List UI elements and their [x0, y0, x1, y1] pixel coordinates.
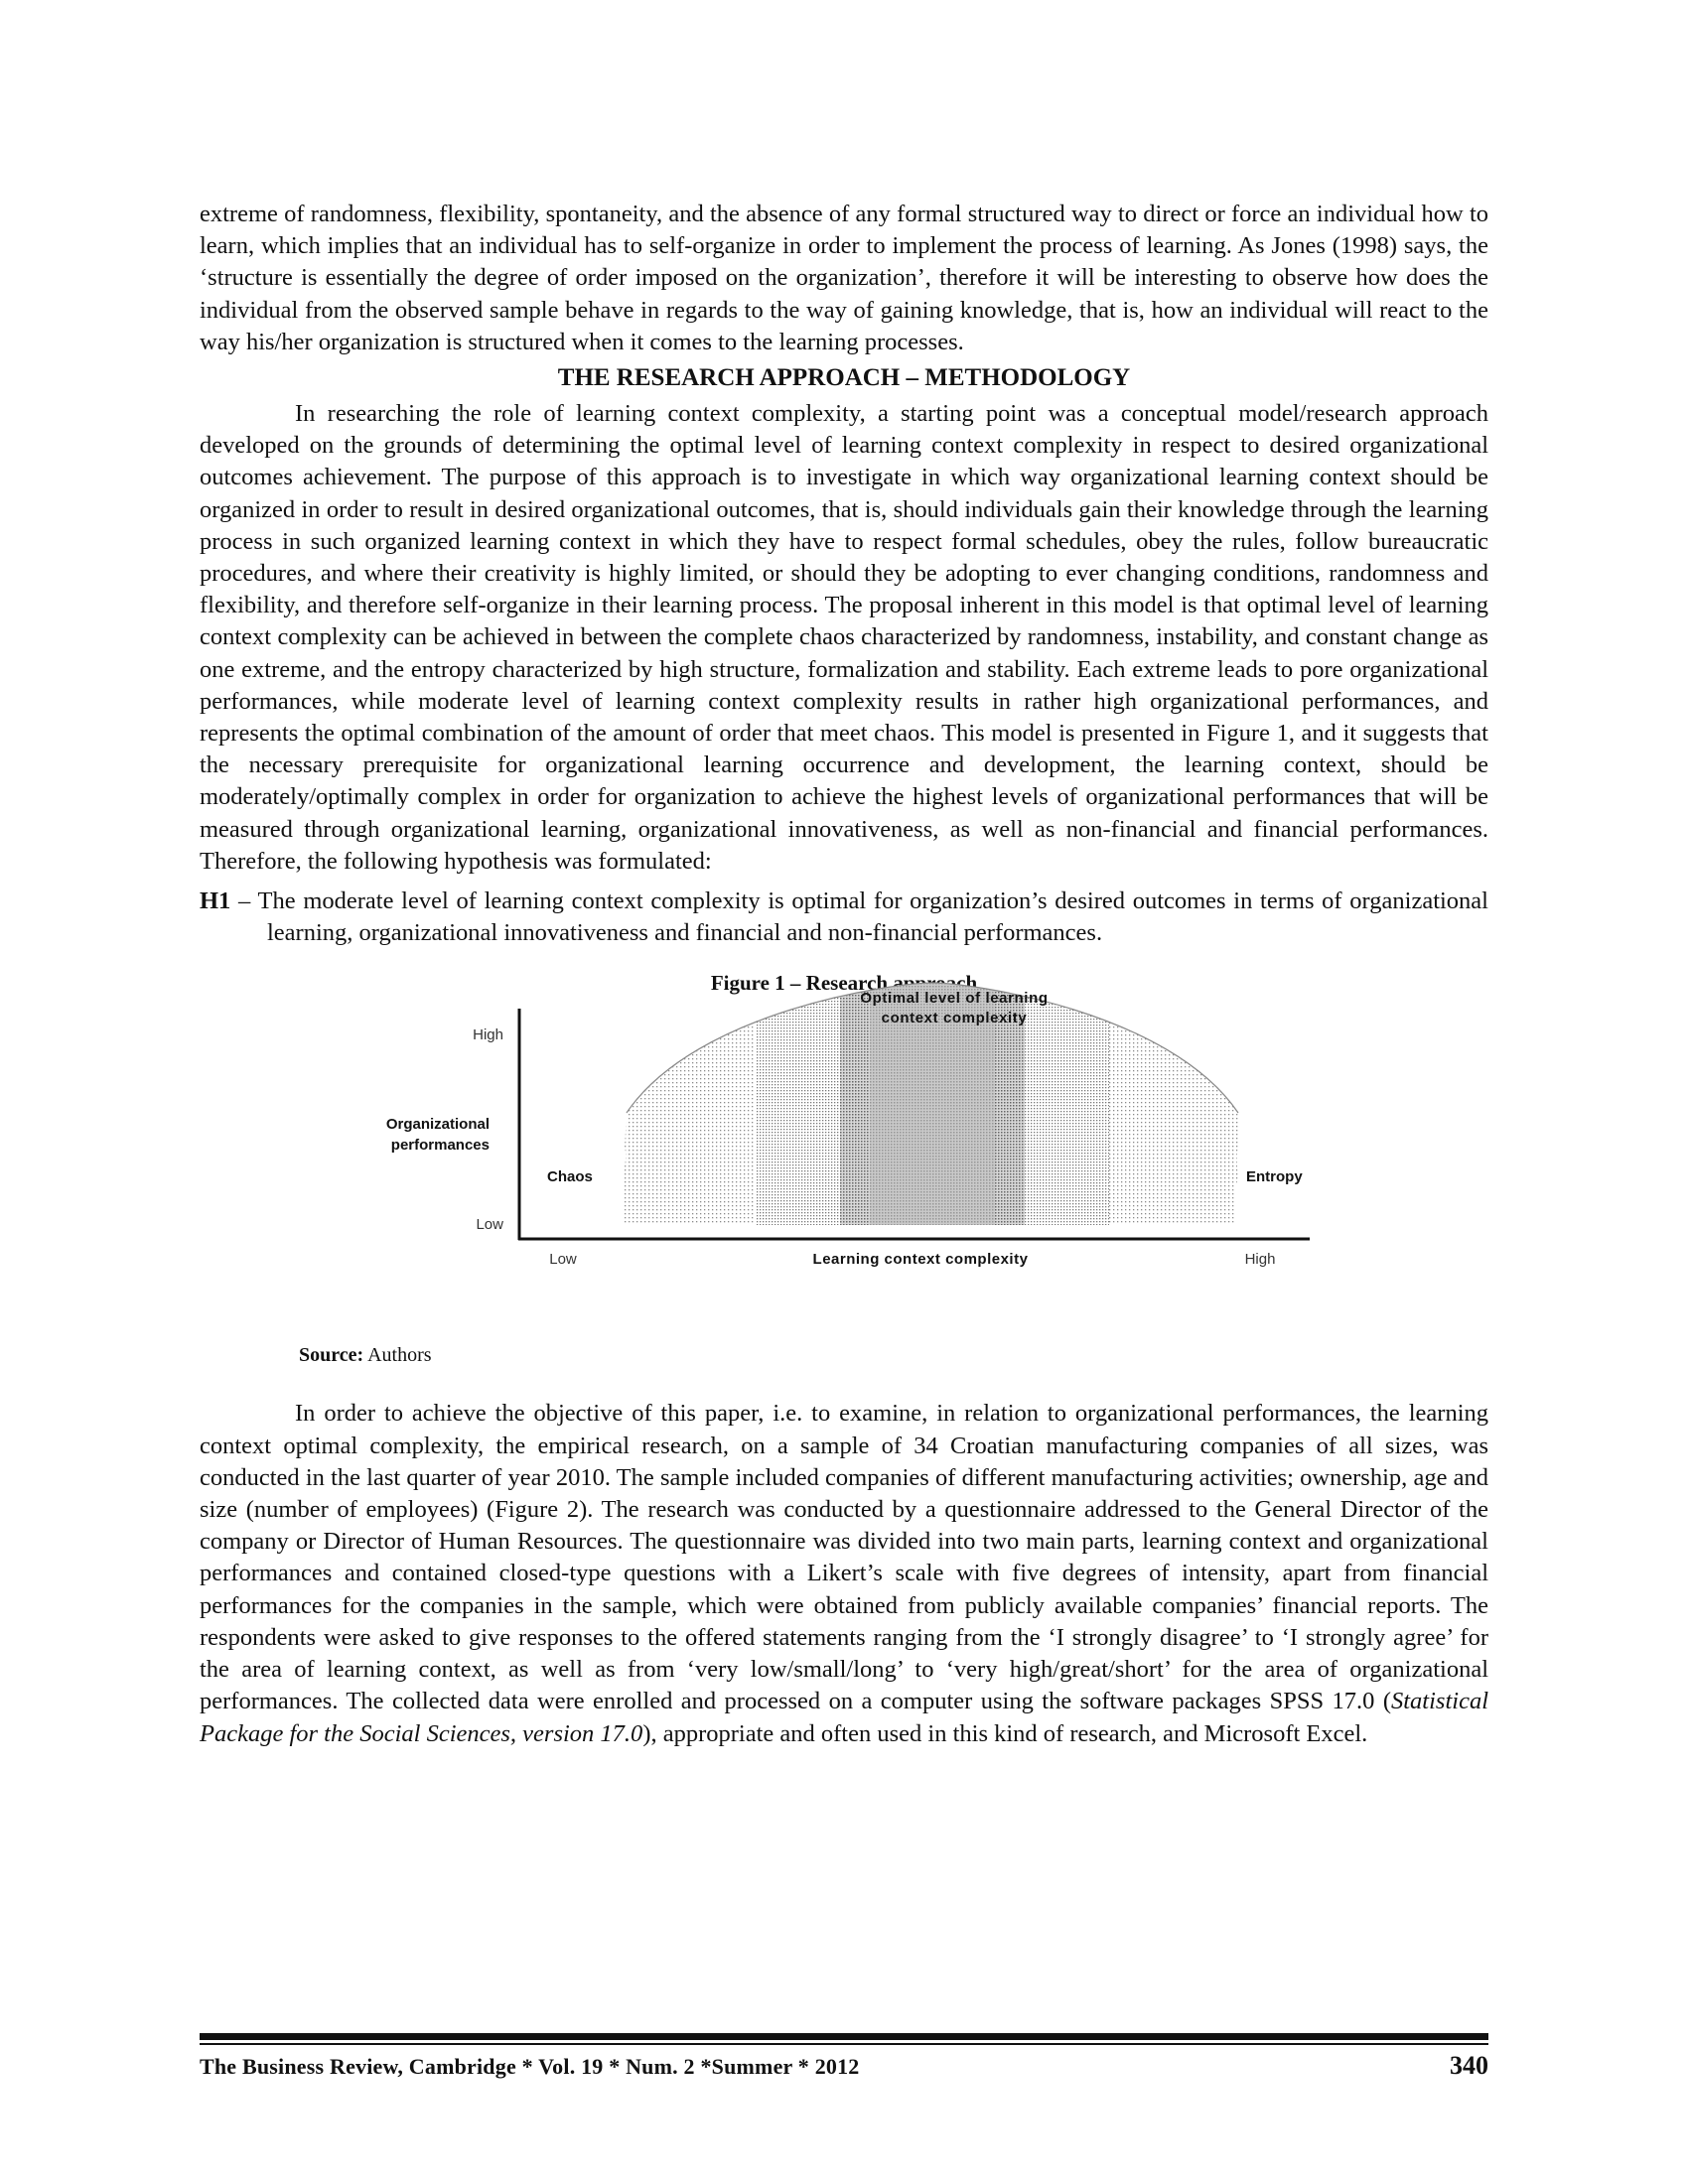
hypothesis-label: H1	[200, 887, 231, 915]
spss-full-name: Statistical Package for the Social Sciences, version 17.0	[200, 1688, 1488, 1747]
journal-citation: The Business Review, Cambridge * Vol. 19 * Num. 2 *Summer * 2012	[200, 2054, 860, 2079]
hypothesis-h1	[200, 886, 1488, 949]
page-footer	[200, 2033, 1488, 2081]
x-axis-label: Learning context complexity	[812, 1251, 1029, 1269]
section-heading: THE RESEARCH APPROACH – METHODOLOGY	[557, 364, 1131, 392]
y-high-label: High	[473, 1026, 503, 1044]
figure-1	[200, 971, 1488, 1368]
paragraph-3-end: ), appropriate and often used in this kind of research, and Microsoft Excel.	[642, 1719, 1368, 1747]
footer-row	[200, 2051, 1488, 2081]
page-number: 340	[1450, 2051, 1488, 2080]
source-label: Source:	[299, 1344, 364, 1367]
paragraph-1: extreme of randomness, flexibility, spontaneity, and the absence of any formal structured way to direct or force an individual how to learn, which implies that an individual has to self-organize in order to implement the process of learning. As Jones (1998) says, the ‘structure is essentially the degree of order imposed on the organization’, therefore it will be interesting to observe how does the individual from the observed sample behave in regards to the way of gaining knowledge, that is, how an individual will react to the way his/her organization is structured when it comes to the learning processes.	[200, 201, 1488, 355]
figure-title: Figure 1 – Research approach	[710, 971, 978, 996]
x-low-label: Low	[549, 1251, 577, 1269]
hypothesis-text: – The moderate level of learning context complexity is optimal for organization’s desired outcomes in terms of organizational learning, organizational innovativeness and financial and non-financial performances.	[230, 887, 1488, 947]
figure-source	[299, 1344, 432, 1367]
optimal-label-line1: Optimal level of learning	[860, 990, 1049, 1008]
y-axis-label-line1: Organizational	[385, 1116, 490, 1134]
chaos-label: Chaos	[547, 1168, 593, 1186]
footer-rule-thick	[200, 2033, 1488, 2040]
page-body	[200, 199, 1488, 1750]
optimal-label-line2: context complexity	[881, 1010, 1028, 1027]
entropy-label: Entropy	[1246, 1168, 1303, 1186]
y-low-label: Low	[476, 1216, 503, 1234]
footer-rule-thin	[200, 2043, 1488, 2045]
research-approach-diagram	[200, 971, 1488, 1368]
x-high-label: High	[1244, 1251, 1276, 1269]
source-text: Authors	[363, 1344, 432, 1367]
paragraph-2: In researching the role of learning context complexity, a starting point was a conceptual model/research approach developed on the grounds of determining the optimal level of learning context complexity in respect to desired organizational outcomes achievement. The purpose of this approach is to investigate in which way organizational learning context should be organized in order to result in desired organizational outcomes, that is, should individuals gain their knowledge through the learning process in such organized learning context in which they have to respect formal schedules, obey the rules, follow bureaucratic procedures, and where their creativity is highly limited, or should they be adopting to ever changing conditions, randomness and flexibility, and therefore self-organize in their learning process. The proposal inherent in this model is that optimal level of learning context complexity can be achieved in between the complete chaos characterized by randomness, instability, and constant change as one extreme, and the entropy characterized by high structure, formalization and stability. Each extreme leads to pore organizational performances, while moderate level of learning context complexity results in rather high organizational performances, and represents the optimal combination of the amount of order that meet chaos. This model is presented in Figure 1, and it suggests that the necessary prerequisite for organizational learning occurrence and development, the learning context, should be moderately/optimally complex in order for organization to achieve the highest levels of organizational performances that will be measured through organizational learning, organizational innovativeness, as well as non-financial and financial performances. Therefore, the following hypothesis was formulated:	[200, 400, 1488, 875]
paragraph-3-start: In order to achieve the objective of this paper, i.e. to examine, in relation to organizational performances, the learning context optimal complexity, the empirical research, on a sample of 34 Croatian manufacturing companies of all sizes, was conducted in the last quarter of year 2010. The sample included companies of different manufacturing activities; ownership, age and size (number of employees) (Figure 2). The research was conducted by a questionnaire addressed to the General Director of the company or Director of Human Resources. The questionnaire was divided into two main parts, learning context and organizational performances and contained closed-type questions with a Likert’s scale with five degrees of intensity, apart from financial performances for the companies in the sample, which were obtained from publicly available companies’ financial reports. The respondents were asked to give responses to the offered statements ranging from the ‘I strongly disagree’ to ‘I strongly agree’ for the area of learning context, as well as from ‘very low/small/long’ to ‘very high/great/short’ for the area of organizational performances. The collected data were enrolled and processed on a computer using the software packages SPSS 17.0 (	[200, 1400, 1488, 1715]
paragraph-3	[200, 1398, 1488, 1749]
y-axis-label-line2: performances	[390, 1137, 490, 1155]
